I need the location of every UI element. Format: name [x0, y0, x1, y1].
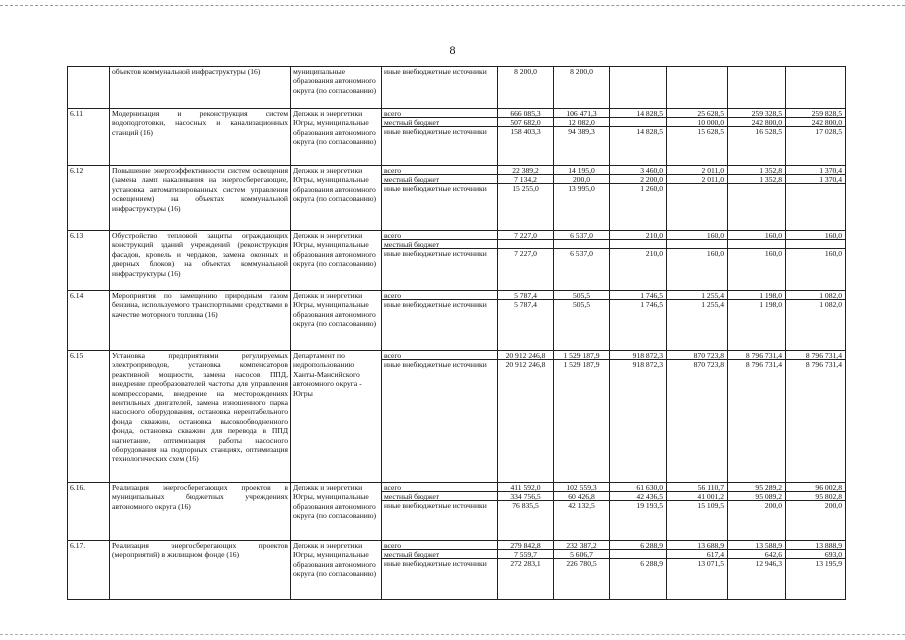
amount-cell: [728, 109, 786, 166]
amount-value: 1 370,4: [786, 175, 845, 184]
amount-value: 160,0: [667, 231, 727, 240]
amount-value: 1 260,0: [640, 184, 663, 193]
amount-cell: [786, 231, 846, 291]
scan-top-edge: [0, 5, 905, 6]
responsible-executor: Депжкк и энергетики Югры, муниципальные образования автономного округа (по согласованию): [291, 541, 382, 600]
row-number: 6.14: [68, 291, 110, 351]
amount-value: 7 559,7: [498, 550, 553, 559]
amount-value: 12 082,0: [554, 118, 609, 127]
amount-value: 1 746,5: [640, 300, 663, 309]
amount-value: [786, 67, 845, 108]
amount-value: 13 995,0: [568, 184, 595, 193]
amount-value: 95 802,8: [786, 492, 845, 501]
amount-cell: [554, 291, 610, 351]
amount-value: 2 200,0: [610, 175, 666, 184]
amount-value: 60 426,8: [554, 492, 609, 501]
amount-value: 6 537,0: [554, 231, 609, 240]
amount-value: 13 071,5: [697, 559, 724, 568]
amount-value: 242 800,0: [728, 118, 785, 127]
amount-cell: [728, 483, 786, 541]
amount-value: 106 471,3: [554, 109, 609, 118]
table-row: [68, 541, 846, 600]
responsible-executor: Депжкк и энергетики Югры, муниципальные образования автономного округа (по согласованию): [291, 483, 382, 541]
funding-source-cell: [382, 541, 498, 600]
funding-source-cell: [382, 291, 498, 351]
amount-value: [498, 240, 553, 249]
activity-name: Повышение энергоэффективности систем освещения (замена ламп накаливания на энергосберегающие, установка автоматизированных систем управления освещением) на объектах коммунальной инфраструктуры (16): [110, 166, 291, 231]
amount-cell: [554, 351, 610, 483]
funding-source: иные внебюджетные источники: [384, 559, 487, 568]
responsible-executor: Депжкк и энергетики Югры, муниципальные образования автономного округа (по согласованию): [291, 166, 382, 231]
amount-value: 22 389,2: [498, 166, 553, 175]
page-number: 8: [449, 43, 456, 57]
amount-value: 505,5: [572, 300, 591, 309]
funding-source: местный бюджет: [382, 118, 497, 127]
funding-source: местный бюджет: [382, 550, 497, 559]
amount-cell: [728, 166, 786, 231]
amount-value: 1 352,8: [728, 175, 785, 184]
amount-value: 160,0: [786, 231, 845, 240]
amount-value: 16 528,5: [755, 127, 782, 136]
amount-value: [667, 240, 727, 249]
amount-value: 13 588,9: [728, 541, 785, 550]
amount-cell: [786, 483, 846, 541]
amount-value: 1 529 187,9: [554, 351, 609, 360]
amount-value: [728, 184, 785, 230]
amount-cell: [728, 351, 786, 483]
amount-value: 1 082,0: [786, 291, 845, 300]
amount-cell: [728, 67, 786, 109]
table-row: [68, 483, 846, 541]
funding-source: иные внебюджетные источники: [384, 184, 487, 193]
table-row: [68, 351, 846, 483]
funding-source-cell: [382, 231, 498, 291]
amount-cell: [667, 351, 728, 483]
amount-value: 7 227,0: [498, 231, 553, 240]
amount-value: 8 796 731,4: [728, 351, 785, 360]
amount-cell: [498, 483, 554, 541]
funding-source: иные внебюджетные источники: [384, 300, 487, 309]
amount-value: 8 200,0: [570, 67, 593, 76]
amount-value: 1 529 187,9: [563, 360, 600, 369]
amount-cell: [554, 483, 610, 541]
activity-name: Реализация энергосберегающих проектов (мероприятий) в жилищном фонде (16): [110, 541, 291, 600]
amount-value: [610, 550, 666, 559]
amount-value: 226 780,5: [566, 559, 597, 568]
amount-value: 1 198,0: [759, 300, 782, 309]
row-number: 6.13: [68, 231, 110, 291]
responsible-executor: Депжкк и энергетики Югры, муниципальные образования автономного округа (по согласованию): [291, 231, 382, 291]
responsible-executor: Департамент по недропользованию Ханты-Мансийского автономного округа - Югры: [291, 351, 382, 483]
table-body: [68, 67, 846, 600]
amount-value: 279 842,8: [498, 541, 553, 550]
amount-cell: [554, 231, 610, 291]
funding-source: местный бюджет: [382, 492, 497, 501]
funding-source: иные внебюджетные источники: [384, 67, 487, 76]
amount-value: 14 828,5: [636, 127, 663, 136]
amount-value: 210,0: [645, 249, 663, 258]
amount-value: [667, 67, 727, 108]
responsible-executor: Депжкк и энергетики Югры, муниципальные образования автономного округа (по согласованию): [291, 291, 382, 351]
amount-value: 642,6: [728, 550, 785, 559]
amount-value: [786, 240, 845, 249]
amount-value: 3 460,0: [610, 166, 666, 175]
amount-value: 272 283,1: [510, 559, 541, 568]
row-number: 6.17.: [68, 541, 110, 600]
amount-value: [786, 184, 845, 230]
amount-value: 61 630,0: [610, 483, 666, 492]
amount-value: [667, 184, 727, 230]
amount-value: 95 289,2: [728, 483, 785, 492]
amount-cell: [554, 109, 610, 166]
table-row: [68, 67, 846, 109]
funding-source: иные внебюджетные источники: [384, 501, 487, 510]
amount-value: 17 028,5: [815, 127, 842, 136]
amount-value: 918 872,3: [632, 360, 663, 369]
responsible-executor: муниципальные образования автономного округа (по согласованию): [291, 67, 382, 109]
amount-cell: [667, 231, 728, 291]
amount-value: 14 195,0: [554, 166, 609, 175]
amount-value: 160,0: [824, 249, 842, 258]
activity-name: объектов коммунальной инфраструктуры (16): [110, 67, 291, 109]
amount-cell: [610, 67, 667, 109]
row-number: 6.15: [68, 351, 110, 483]
amount-value: 15 109,5: [697, 501, 724, 510]
amount-value: 25 628,5: [667, 109, 727, 118]
amount-value: 232 387,2: [554, 541, 609, 550]
amount-value: 102 559,3: [554, 483, 609, 492]
amount-value: 1 352,8: [728, 166, 785, 175]
amount-cell: [610, 231, 667, 291]
amount-value: 5 606,7: [554, 550, 609, 559]
amount-cell: [498, 351, 554, 483]
amount-value: 42 132,5: [568, 501, 595, 510]
amount-value: 1 255,4: [667, 291, 727, 300]
funding-source: всего: [382, 231, 497, 240]
amount-value: 259 328,5: [728, 109, 785, 118]
row-number: 6.16.: [68, 483, 110, 541]
activity-name: Реализация энергосберегающих проектов в муниципальных бюджетных учреждениях автономного округа (16): [110, 483, 291, 541]
amount-value: [610, 240, 666, 249]
amount-cell: [498, 231, 554, 291]
program-activities-table: [67, 66, 846, 600]
funding-source-cell: [382, 67, 498, 109]
amount-value: 200,0: [824, 501, 842, 510]
amount-value: 1 746,5: [610, 291, 666, 300]
amount-value: 2 011,0: [667, 166, 727, 175]
amount-cell: [610, 351, 667, 483]
amount-value: [554, 240, 609, 249]
amount-value: 918 872,3: [610, 351, 666, 360]
funding-source: всего: [382, 541, 497, 550]
amount-cell: [554, 67, 610, 109]
amount-value: 200,0: [554, 175, 609, 184]
amount-cell: [498, 109, 554, 166]
amount-value: 14 828,5: [610, 109, 666, 118]
amount-value: 41 001,2: [667, 492, 727, 501]
amount-value: 20 912 246,8: [498, 351, 553, 360]
amount-value: 8 796 731,4: [745, 360, 782, 369]
amount-value: 42 436,5: [610, 492, 666, 501]
amount-value: [728, 67, 785, 108]
amount-cell: [667, 67, 728, 109]
activity-name: Обустройство тепловой защиты ограждающих конструкций зданий учреждений (реконструкция фасадов, кровель и чердаков, замена оконных и дверных блоков) на объектах коммунальной инфраструктуры (16): [110, 231, 291, 291]
row-number: 6.12: [68, 166, 110, 231]
funding-source: всего: [382, 483, 497, 492]
amount-value: 95 089,2: [728, 492, 785, 501]
amount-value: 1 370,4: [786, 166, 845, 175]
amount-value: 666 085,3: [498, 109, 553, 118]
amount-cell: [610, 166, 667, 231]
amount-cell: [610, 109, 667, 166]
amount-cell: [554, 166, 610, 231]
amount-value: 13 888,9: [786, 541, 845, 550]
responsible-executor: Депжкк и энергетики Югры, муниципальные образования автономного округа (по согласованию): [291, 109, 382, 166]
funding-source: иные внебюджетные источники: [384, 360, 487, 369]
amount-value: 1 082,0: [819, 300, 842, 309]
amount-value: 96 002,8: [786, 483, 845, 492]
amount-value: 8 200,0: [514, 67, 537, 76]
amount-cell: [728, 541, 786, 600]
scan-bottom-edge: [0, 634, 905, 635]
table-row: [68, 109, 846, 166]
amount-value: 10 000,0: [667, 118, 727, 127]
amount-value: 6 288,9: [610, 541, 666, 550]
amount-cell: [667, 109, 728, 166]
amount-value: 5 787,4: [498, 291, 553, 300]
amount-value: 870 723,8: [693, 360, 724, 369]
amount-cell: [667, 166, 728, 231]
amount-value: 6 537,0: [570, 249, 593, 258]
amount-cell: [498, 291, 554, 351]
amount-cell: [554, 541, 610, 600]
amount-value: 12 946,3: [755, 559, 782, 568]
table-row: [68, 291, 846, 351]
amount-value: 411 592,0: [498, 483, 553, 492]
funding-source: местный бюджет: [382, 175, 497, 184]
amount-cell: [786, 109, 846, 166]
amount-value: 56 110,7: [667, 483, 727, 492]
amount-value: 1 255,4: [701, 300, 724, 309]
amount-value: 8 796 731,4: [786, 351, 845, 360]
funding-source: всего: [382, 166, 497, 175]
amount-value: 160,0: [764, 249, 782, 258]
amount-value: 5 787,4: [514, 300, 537, 309]
funding-source: всего: [382, 291, 497, 300]
funding-source-cell: [382, 483, 498, 541]
amount-value: [610, 67, 666, 108]
amount-value: 94 389,3: [568, 127, 595, 136]
amount-value: 259 828,5: [786, 109, 845, 118]
amount-value: 13 688,9: [667, 541, 727, 550]
row-number: 6.11: [68, 109, 110, 166]
activity-name: Установка предприятиями регулируемых электроприводов, установка компенсаторов реактивной мощности, замена насосов ППД, внедрение преобразователей частоты для управления компрессорами, внедрение на месторождениях вентильных двигателей, замена изношенного парка насосного оборудования, остановка нерентабельного фонда скважин, остановка высокообводненного фонда, остановка скважин для перевода в ППД нагнетание, оптимизация работы насосного оборудования на подпорных станциях, оптимизация технологических схем (16): [110, 351, 291, 483]
amount-value: [728, 240, 785, 249]
activity-name: Мероприятия по замещению природным газом бензина, используемого транспортными средствами в качестве моторного топлива (16): [110, 291, 291, 351]
amount-cell: [728, 291, 786, 351]
amount-value: 210,0: [610, 231, 666, 240]
amount-value: 505,5: [554, 291, 609, 300]
amount-cell: [786, 351, 846, 483]
amount-cell: [667, 541, 728, 600]
amount-value: 76 835,5: [512, 501, 539, 510]
amount-value: 13 195,9: [815, 559, 842, 568]
amount-value: 1 198,0: [728, 291, 785, 300]
funding-source: всего: [382, 109, 497, 118]
amount-value: 693,0: [786, 550, 845, 559]
amount-value: 2 011,0: [667, 175, 727, 184]
amount-cell: [667, 483, 728, 541]
funding-source: всего: [382, 351, 497, 360]
amount-cell: [498, 541, 554, 600]
amount-value: 8 796 731,4: [805, 360, 842, 369]
amount-value: 15 255,0: [512, 184, 539, 193]
table-row: [68, 231, 846, 291]
amount-cell: [498, 166, 554, 231]
amount-cell: [610, 291, 667, 351]
amount-value: 242 800,0: [786, 118, 845, 127]
amount-value: 200,0: [764, 501, 782, 510]
activity-name: Модернизация и реконструкция систем водоподготовки, насосных и канализационных станций (16): [110, 109, 291, 166]
amount-cell: [786, 541, 846, 600]
amount-cell: [786, 67, 846, 109]
funding-source: местный бюджет: [382, 240, 497, 249]
amount-cell: [786, 291, 846, 351]
amount-value: [610, 118, 666, 127]
amount-value: 7 134,2: [498, 175, 553, 184]
funding-source-cell: [382, 109, 498, 166]
funding-source: иные внебюджетные источники: [384, 127, 487, 136]
amount-cell: [786, 166, 846, 231]
table-row: [68, 166, 846, 231]
amount-value: 158 403,3: [510, 127, 541, 136]
row-number: [68, 67, 110, 109]
amount-cell: [610, 483, 667, 541]
amount-value: 6 288,9: [640, 559, 663, 568]
amount-cell: [610, 541, 667, 600]
amount-cell: [667, 291, 728, 351]
amount-value: 617,4: [667, 550, 727, 559]
amount-value: 15 628,5: [697, 127, 724, 136]
amount-cell: [498, 67, 554, 109]
amount-value: 160,0: [728, 231, 785, 240]
amount-value: 334 756,5: [498, 492, 553, 501]
amount-value: 507 682,0: [498, 118, 553, 127]
funding-source-cell: [382, 166, 498, 231]
amount-value: 20 912 246,8: [505, 360, 546, 369]
funding-source: иные внебюджетные источники: [384, 249, 487, 258]
funding-source-cell: [382, 351, 498, 483]
amount-value: 7 227,0: [514, 249, 537, 258]
amount-cell: [728, 231, 786, 291]
amount-value: 160,0: [706, 249, 724, 258]
amount-value: 870 723,8: [667, 351, 727, 360]
amount-value: 19 193,5: [636, 501, 663, 510]
